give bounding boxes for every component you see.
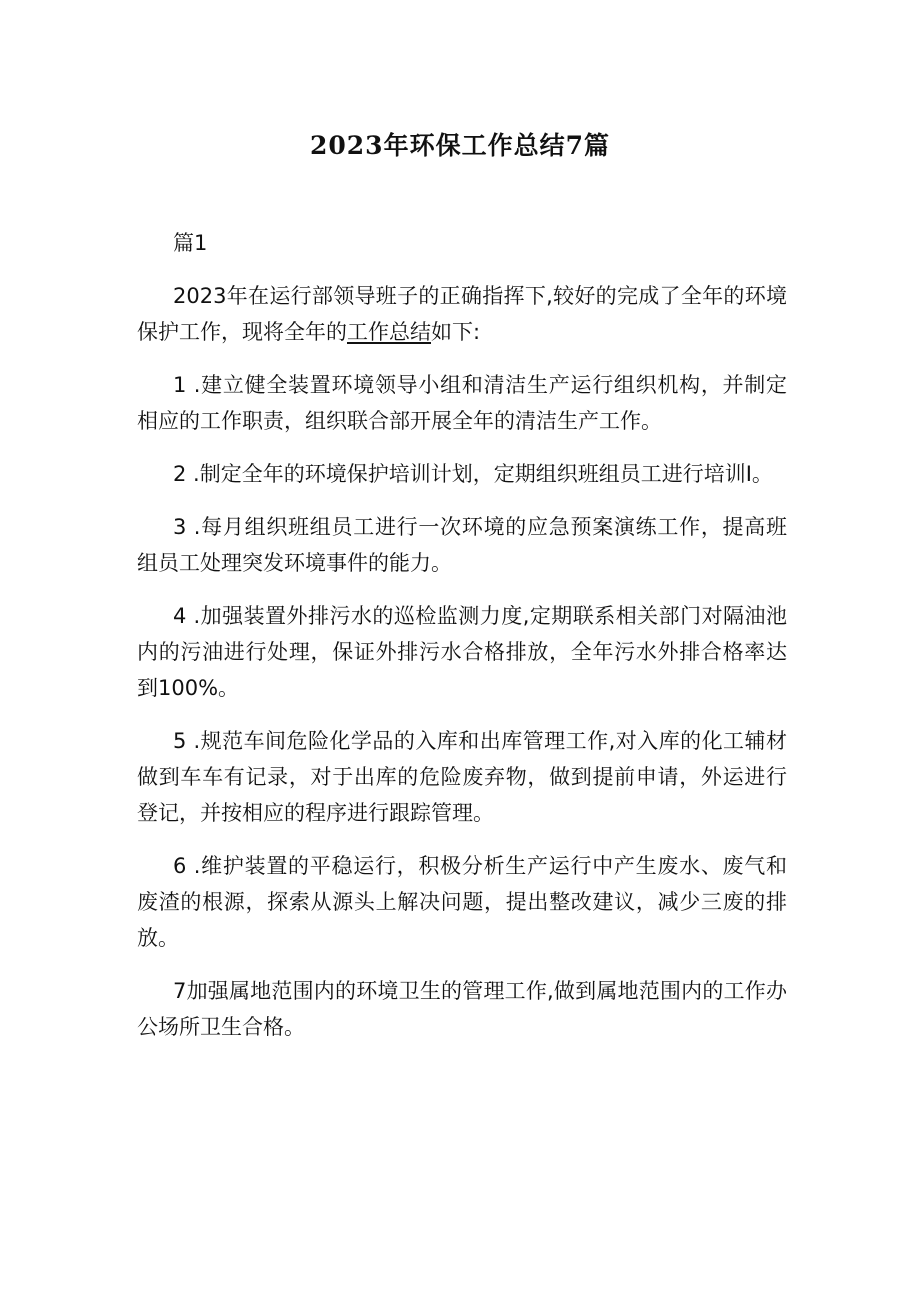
item-paragraph-7: 7加强属地范围内的环境卫生的管理工作,做到属地范围内的工作办公场所卫生合格。 [137, 979, 787, 1039]
intro-text-before: 2023年在运行部领导班子的正确指挥下,较好的完成了全年的环境保护工作，现将全年的 [137, 284, 787, 344]
item-paragraph-4: 4 .加强装置外排污水的巡检监测力度,定期联系相关部门对隔油池内的污油进行处理，保证外排污水合格排放，全年污水外排合格率达到100%。 [137, 604, 787, 700]
section-label: 篇1 [173, 231, 208, 255]
document-title: 2023年环保工作总结7篇 [310, 131, 610, 160]
intro-paragraph [137, 278, 787, 350]
intro-text-after: 如下: [431, 320, 481, 344]
work-summary-link[interactable]: 工作总结 [347, 320, 431, 344]
item-paragraph-2: 2 .制定全年的环境保护培训计划，定期组织班组员工进行培训I。 [173, 462, 773, 486]
item-paragraph-5: 5 .规范车间危险化学品的入库和出库管理工作,对入库的化工辅材做到车车有记录，对于出库的危险废弃物，做到提前申请，外运进行登记，并按相应的程序进行跟踪管理。 [137, 729, 787, 825]
item-paragraph-3: 3 .每月组织班组员工进行一次环境的应急预案演练工作，提高班组员工处理突发环境事件的能力。 [137, 515, 787, 575]
item-paragraph-6: 6 .维护装置的平稳运行，积极分析生产运行中产生废水、废气和废渣的根源，探索从源头上解决问题，提出整改建议，减少三废的排放。 [137, 854, 787, 950]
item-paragraph-1: 1 .建立健全装置环境领导小组和清洁生产运行组织机构，并制定相应的工作职责，组织联合部开展全年的清洁生产工作。 [137, 373, 787, 433]
document-body [137, 225, 787, 1062]
